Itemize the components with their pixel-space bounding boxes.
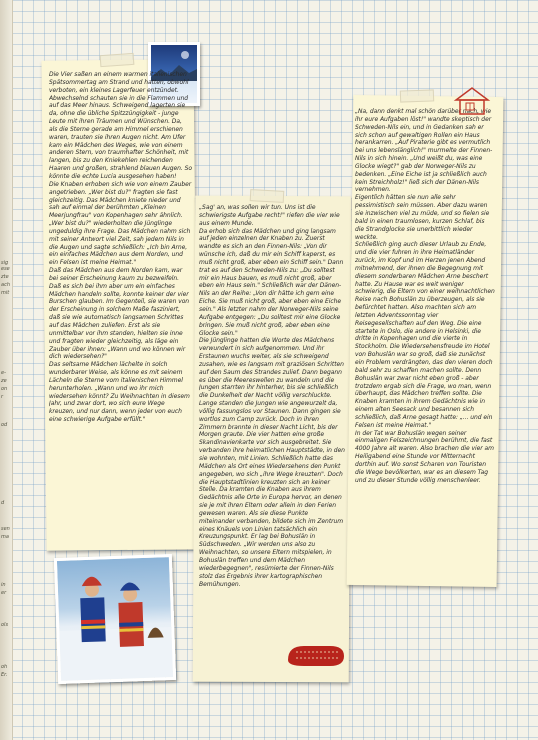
- house-icon: [452, 86, 492, 116]
- edge-fragment-text: on: [1, 386, 8, 392]
- edge-fragment-text: ma: [1, 534, 9, 540]
- story-column-3: [355, 108, 495, 588]
- story-paragraph: Die Vier saßen an einem warmen italienischen Spätsommertag am Strand und hatten, obwohl verboten, ein kleines Lagerfeuer entzündet. Abwechselnd schauten sie in die Flammen und auf das Meer hinaus. Schweigend lagerten sie da, ohne die übliche Spitzzüngigkeit - junge Leute mit ihren Träumen und Wünschen. Da, als die Sterne gerade am Himmel erschienen waren, trauten sie ihren Augen nicht. Am Ufer kam ein Mädchen des Weges, wie von einem anderen Stern, von traumhafter Schönheit, mit langen, bis zu den Kniekehlen reichenden Haaren und großen, strahlend blauen Augen. So könnte die echte Lucia ausgesehen haben!: [49, 71, 192, 180]
- edge-fragment-text: e-: [1, 370, 6, 376]
- edge-fragment-text: sen: [1, 526, 10, 532]
- story-column-2: [199, 204, 345, 674]
- story-paragraph: In der Tat war Bohuslän wegen seiner einmaligen Felszeichnungen berühmt, die fast 4000 Jahre alt waren. Also brachen die vier am Heiligabend eine Stunde vor Mitternacht dorthin auf. Wo sonst Scharen von Touristen die Wege bevölkerten, war es an diesem Tag und zu dieser Stunde völlig menschenleer.: [355, 429, 494, 484]
- story-paragraph: Die Jünglinge hatten die Worte des Mädchens verwundert in sich aufgenommen. Und ihr Erstaunen wuchs weiter, als sie schweigend zusahen, wie es langsam mit graziösen Schritten auf den Saum des Strandes zulief. Dann begann es über die Meereswellen zu wandeln und die Jungen starrten ihr hinterher, bis sie schließlich die Dunkelheit der Nacht völlig verschluckte. Lange standen die Jungen wie angewurzelt da, völlig fassungslos vor Staunen. Dann gingen sie wortlos zum Camp zurück. Doch in ihren Zimmern brannte in dieser Nacht Licht, bis der Morgen graute. Die vier hatten eine große Skandinavienkarte vor sich ausgebreitet. Sie verbanden ihre heimatlichen Hauptstädte, in den sie wohnten, mit Linien. Schließlich hatte das Mädchen als Ort eines Wiedersehens den Punkt angegeben, wo sich „ihre Wege kreuzten". Doch die Hauptstadtlinien kreuzten sich an keiner Stelle. Da kramten die Knaben aus ihrem Gedächtnis alle Orte in Europa hervor, an denen sie je mit ihren Eltern oder allein in den Ferien gewesen waren. Als sie diese Punkte miteinander verbanden, bildete sich im Zentrum eines Knäuels von Linien tatsächlich ein Kreuzungspunkt. Er lag bei Bohuslän in Südschweden. „Wir werden uns also zu Weihnachten, so unsere Eltern mitspielen, in Bohuslän treffen und dem Mädchen wiederbegegnen", resümierte der Finnen-Nils stolz das Ergebnis ihrer kartographischen Bemühungen.: [199, 337, 345, 588]
- story-column-1: [49, 71, 192, 551]
- edge-fragment-text: ach: [1, 282, 10, 288]
- story-paragraph: Schließlich ging auch dieser Urlaub zu Ende, und die vier fuhren in ihre Heimatländer zurück, im Kopf und im Herzen jenen Abend mitnehmend, der ihnen die Begegnung mit diesem sonderbaren Mädchen Arne beschert hatte. Zu Hause war es weit weniger schwierig, die Eltern von einer weihnachtlichen Reise nach Bohuslän zu überzeugen, als sie befürchtet hatten. Also machten sich am letzten Adventssonntag vier Reisegesellschaften auf den Weg. Die eine startete in Oslo, die andere in Helsinki, die dritte in Kopenhagen und die vierte in Stockholm. Die Wiedersehensfreude im Hotel von Bohuslän war so groß, daß sie zunächst ein Problem verdrängten, das den vieren doch bald sehr zu schaffen machen sollte. Denn Bohuslän war zwar nicht eben groß - aber trotzdem ergab sich die Frage, wo man, wenn überhaupt, das Mädchen treffen sollte. Die Knaben kramten in ihrem Gedächtnis wie in einem alten Seesack und besannen sich schließlich, daß Arne gesagt hatte: „... und ein Felsen ist meine Heimat.": [355, 241, 495, 429]
- story-paragraph: „Na, dann denkt mal schön darüber nach, wie ihr eure Aufgaben löst!" wandte skeptisch der Schweden-Nils ein, und in Gedanken sah er sich schon auf gewaltigen Rollen ein Haus herankarren. „Auf Piraterie gibt es vermutlich bei uns lebenslänglich!" murmelte der Finnen-Nils in sich hinein. „Und weißt du, was eine Glocke wiegt?" gab der Norweger-Nils zu bedenken. „Eine Eiche ist ja schließlich auch kein Streichholz!" ließ sich der Dänen-Nils vernehmen.: [355, 108, 493, 194]
- edge-fragment-text: ese: [1, 266, 10, 272]
- previous-page-fragments: [0, 0, 14, 740]
- edge-fragment-text: ze: [1, 378, 7, 384]
- tape-strip: [400, 89, 434, 102]
- red-mitten-icon: [282, 640, 352, 670]
- story-paragraph: Die Knaben erhoben sich wie von einem Zauber angetrieben. „Wer bist du?" fragten sie fast gleichzeitig. Das Mädchen kniete nieder und sah auf einmal der berühmten „Kleinen Meerjungfrau" von Kopenhagen sehr ähnlich. „Wer bist du?" wiederholten die Jünglinge ungeduldig ihre Frage. Das Mädchen nahm sich mit seiner Antwort viel Zeit, sah jedem Nils in die Augen und sagte schließlich: „Ich bin Arne, ein einfaches Mädchen aus dem Norden, und ein Felsen ist meine Heimat.": [49, 180, 192, 267]
- edge-fragment-text: zte: [1, 274, 9, 280]
- tape-strip: [100, 53, 135, 67]
- edge-fragment-text: er: [1, 590, 7, 596]
- edge-fragment-text: Er.: [1, 672, 8, 678]
- edge-fragment-text: r: [1, 394, 4, 400]
- edge-fragment-text: mit: [1, 290, 10, 296]
- story-paragraph: Daß das Mädchen aus dem Norden kam, war bei seiner Erscheinung kaum zu bezweifeln. Daß es sich bei ihm aber um ein einfaches Mädchen handeln sollte, konnte keiner der vier Burschen glauben. Im Gegenteil, sie waren von der Erscheinung in solchem Maße fasziniert, daß sie wie automatisch langsamen Schrittes auf das Mädchen zuliefen. Erst als sie unmittelbar vor ihm standen, hielten sie inne und fragten wieder gleichzeitig, als läge ein Zauber über ihnen: „Wann und wo können wir dich wiedersehen?": [49, 267, 190, 361]
- sami-people-photo: [54, 554, 176, 684]
- edge-fragment-text: ols: [1, 622, 9, 628]
- edge-fragment-text: od: [1, 422, 8, 428]
- edge-fragment-text: in: [1, 582, 6, 588]
- edge-fragment-text: sig: [1, 260, 9, 266]
- edge-fragment-text: d: [1, 500, 5, 506]
- story-paragraph: „Sag' an, was sollen wir tun. Uns ist die schwierigste Aufgabe recht!" riefen die vier wie aus einem Munde.: [199, 204, 340, 227]
- story-paragraph: Da erhob sich das Mädchen und ging langsam auf jeden einzelnen der Knaben zu. Zuerst wandte es sich an den Finnen-Nils: „Von dir wünsche ich, daß du mir ein Schiff kaperst, es muß nicht groß, aber eben ein Schiff sein." Dann trat es auf den Schweden-Nils zu: „Du solltest mir ein Haus bauen, es muß nicht groß, aber eben ein Haus sein." Schließlich war der Dänen-Nils an der Reihe: „Von dir hätte ich gern eine Eiche. Sie muß nicht groß, aber eben eine Eiche sein." Als letzter nahm der Norweger-Nils seine Aufgabe entgegen: „Du solltest mir eine Glocke bringen. Sie muß nicht groß, aber eben eine Glocke sein.": [199, 227, 344, 337]
- story-paragraph: Eigentlich hätten sie nun alle sehr pessimistisch sein müssen. Aber dazu waren sie inzwischen viel zu müde, und so fielen sie bald in einen traumlosen, kurzen Schlaf, bis die Strandglocke sie unerbittlich wieder weckte.: [355, 194, 490, 241]
- edge-fragment-text: oh: [1, 664, 8, 670]
- tape-strip: [250, 189, 285, 203]
- story-paragraph: Das seltsame Mädchen lächelte in solch wunderbarer Weise, als könne es mit seinem Lächeln die Sterne vom italienischen Himmel herunterholen. „Wann und wo ihr mich wiedersehen könnt? Zu Weihnachten in diesem Jahr, und zwar dort, wo sich eure Wege kreuzen, und nur dann, wenn jeder von euch eine schwierige Aufgabe erfüllt.": [49, 361, 190, 424]
